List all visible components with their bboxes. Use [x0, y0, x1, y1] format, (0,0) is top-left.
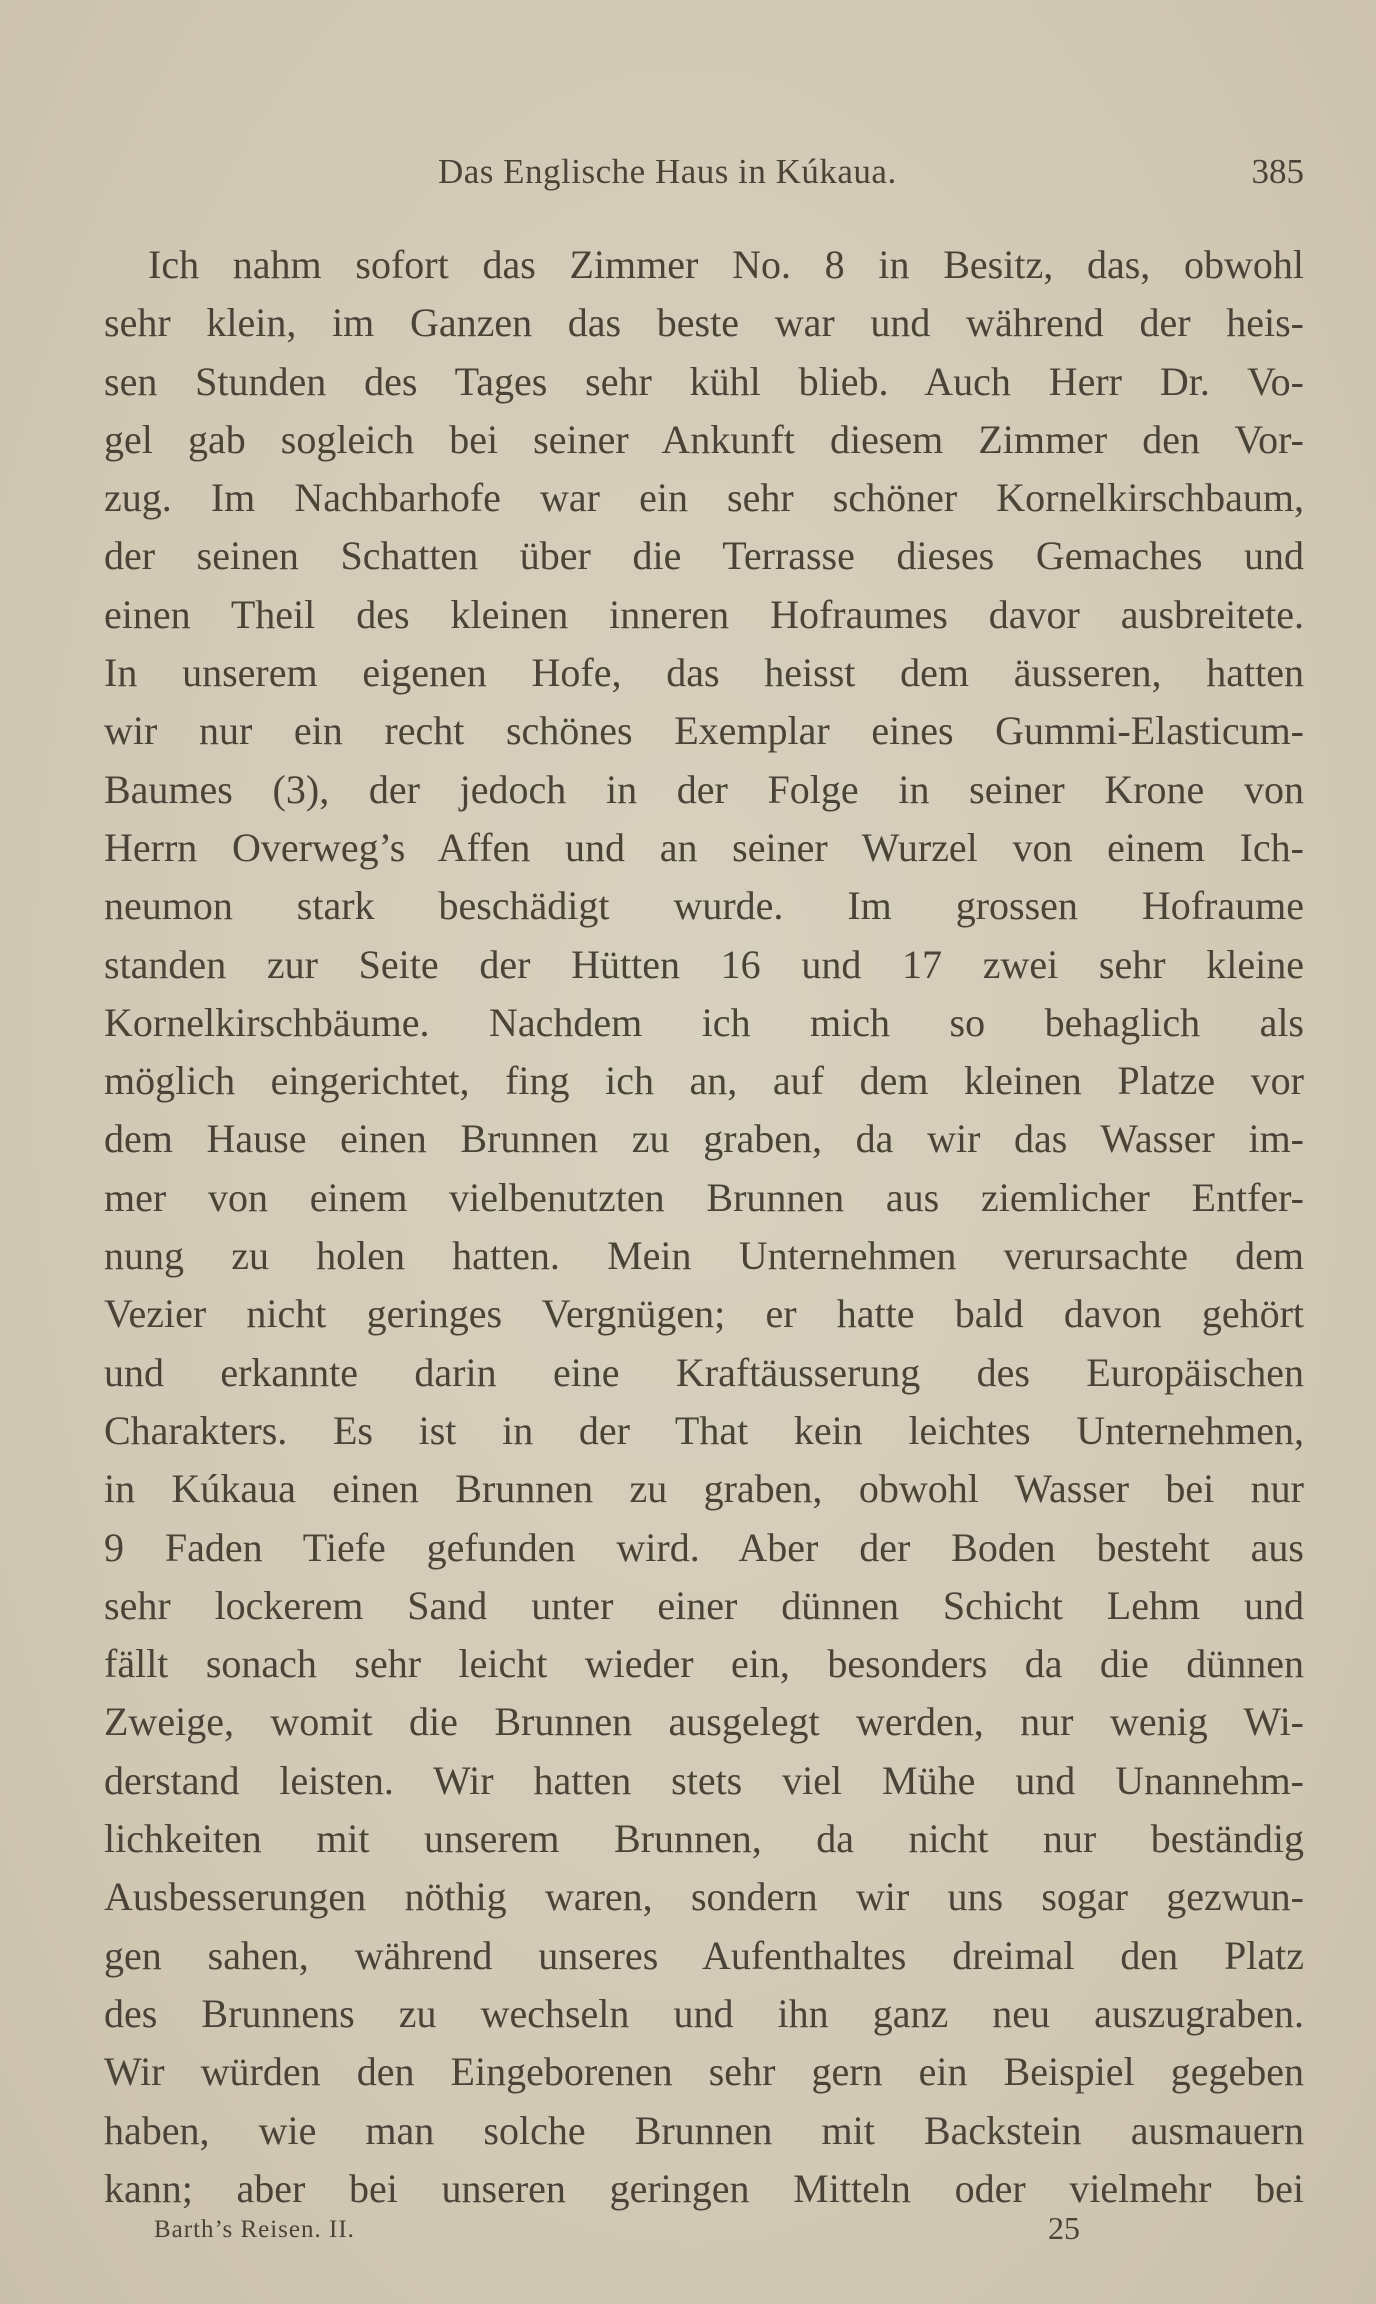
text-line: Zweige, womit die Brunnen ausgelegt werden, nur wenig Wi- — [104, 1699, 1304, 1745]
text-line: 9 Faden Tiefe gefunden wird. Aber der Boden besteht aus — [104, 1524, 1304, 1570]
text-line: Charakters. Es ist in der That kein leichtes Unternehmen, — [104, 1407, 1304, 1453]
text-line: in Kúkaua einen Brunnen zu graben, obwohl Wasser bei nur — [104, 1466, 1304, 1512]
text-line: gel gab sogleich bei seiner Ankunft diesem Zimmer den Vor- — [104, 416, 1304, 462]
page-footer — [104, 2210, 1304, 2256]
text-line: des Brunnens zu wechseln und ihn ganz neu auszugraben. — [104, 1990, 1304, 2036]
text-line: sehr lockerem Sand unter einer dünnen Schicht Lehm und — [104, 1582, 1304, 1628]
text-line: wir nur ein recht schönes Exemplar eines Gummi-Elasticum- — [104, 708, 1304, 754]
text-line: dem Hause einen Brunnen zu graben, da wir das Wasser im- — [104, 1116, 1304, 1162]
text-line: lichkeiten mit unserem Brunnen, da nicht nur beständig — [104, 1816, 1304, 1862]
text-line: fällt sonach sehr leicht wieder ein, besonders da die dünnen — [104, 1641, 1304, 1687]
text-line: neumon stark beschädigt wurde. Im grossen Hofraume — [104, 883, 1304, 929]
text-line: Wir würden den Eingeborenen sehr gern ein Beispiel gegeben — [104, 2049, 1304, 2095]
text-line: haben, wie man solche Brunnen mit Backstein ausmauern — [104, 2107, 1304, 2153]
text-line: standen zur Seite der Hütten 16 und 17 zwei sehr kleine — [104, 941, 1304, 987]
text-line: In unserem eigenen Hofe, das heisst dem äusseren, hatten — [104, 650, 1304, 696]
text-line: Ausbesserungen nöthig waren, sondern wir uns sogar gezwun- — [104, 1874, 1304, 1920]
text-line: und erkannte darin eine Kraftäusserung des Europäischen — [104, 1349, 1304, 1395]
signature-mark: 25 — [1048, 2210, 1080, 2246]
body-text — [104, 236, 1304, 2218]
text-line: der seinen Schatten über die Terrasse dieses Gemaches und — [104, 533, 1304, 579]
text-line: Kornelkirschbäume. Nachdem ich mich so behaglich als — [104, 999, 1304, 1045]
text-line: nung zu holen hatten. Mein Unternehmen verursachte dem — [104, 1233, 1304, 1279]
text-line: derstand leisten. Wir hatten stets viel Mühe und Unannehm- — [104, 1757, 1304, 1803]
text-line: Herrn Overweg’s Affen und an seiner Wurzel von einem Ich- — [104, 824, 1304, 870]
page-number: 385 — [1251, 152, 1304, 191]
text-line: sehr klein, im Ganzen das beste war und während der heis- — [104, 300, 1304, 346]
printer-signature: Barth’s Reisen. II. — [154, 2216, 355, 2243]
running-head — [104, 152, 1304, 202]
text-line: möglich eingerichtet, fing ich an, auf dem kleinen Platze vor — [104, 1058, 1304, 1104]
text-line: einen Theil des kleinen inneren Hofraumes davor ausbreitete. — [104, 591, 1304, 637]
text-line: zug. Im Nachbarhofe war ein sehr schöner Kornelkirschbaum, — [104, 475, 1304, 521]
text-line: mer von einem vielbenutzten Brunnen aus ziemlicher Entfer- — [104, 1174, 1304, 1220]
text-line: Vezier nicht geringes Vergnügen; er hatte bald davon gehört — [104, 1291, 1304, 1337]
text-line: kann; aber bei unseren geringen Mitteln oder vielmehr bei — [104, 2165, 1304, 2211]
text-line: gen sahen, während unseres Aufenthaltes dreimal den Platz — [104, 1932, 1304, 1978]
text-line: Ich nahm sofort das Zimmer No. 8 in Besitz, das, obwohl — [148, 242, 1304, 287]
running-title: Das Englische Haus in Kúkaua. — [438, 152, 897, 191]
text-line: Baumes (3), der jedoch in der Folge in seiner Krone von — [104, 766, 1304, 812]
text-line: sen Stunden des Tages sehr kühl blieb. Auch Herr Dr. Vo- — [104, 358, 1304, 404]
